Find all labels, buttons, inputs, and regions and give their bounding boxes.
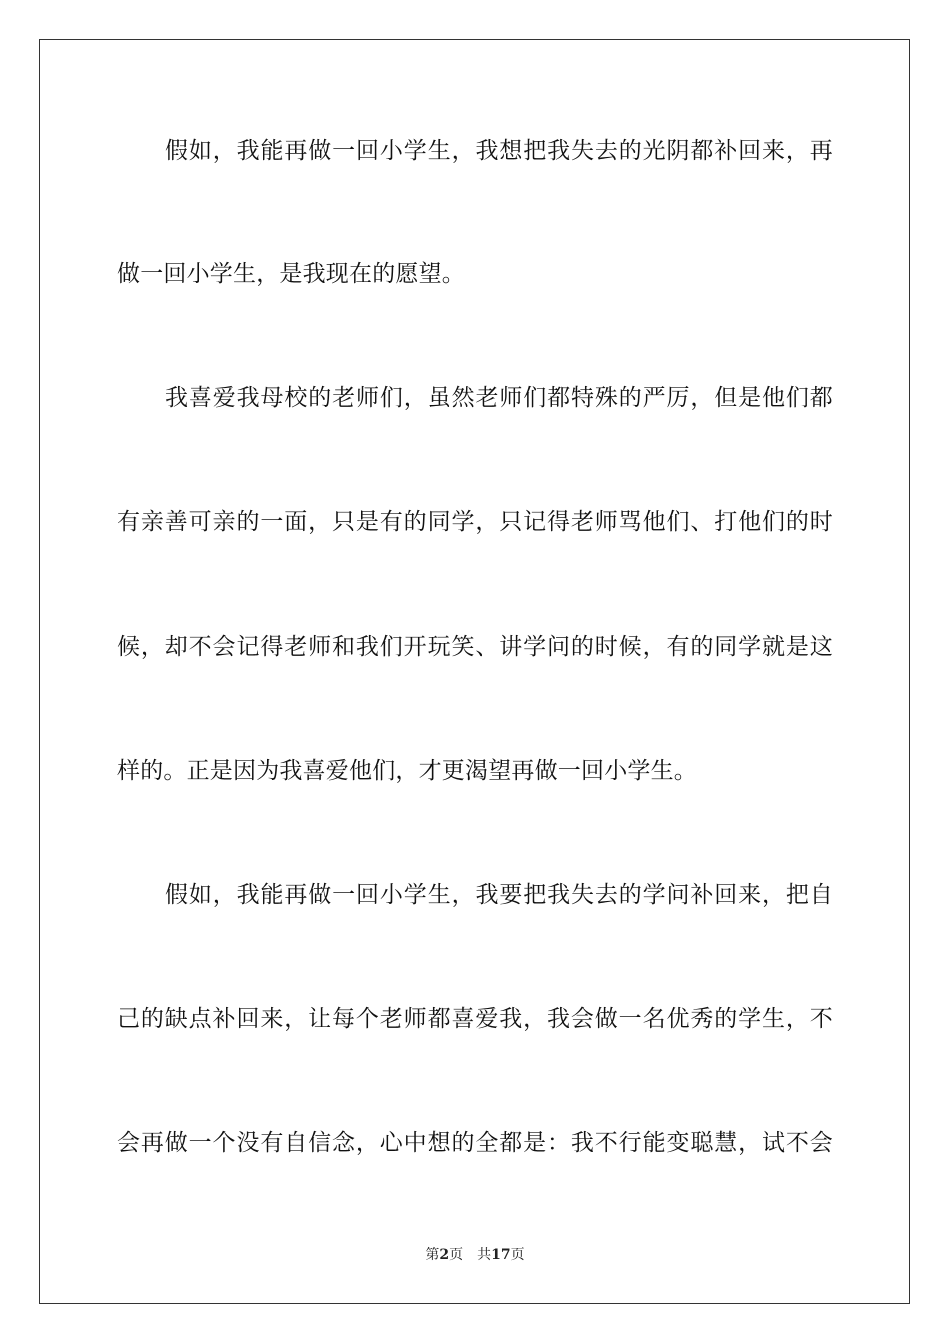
- total-pages-number: 17: [491, 1247, 511, 1263]
- paragraph-1-line-1: 假如，我能再做一回小学生，我想把我失去的光阴都补回来，再: [165, 138, 833, 164]
- paragraph-3-line-3: 会再做一个没有自信念，心中想的全都是：我不行能变聪慧，试不会: [117, 1130, 833, 1156]
- paragraph-1-line-2: 做一回小学生，是我现在的愿望。: [117, 261, 465, 287]
- paragraph-2-line-3: 候，却不会记得老师和我们开玩笑、讲学问的时候，有的同学就是这: [117, 634, 833, 660]
- paragraph-3-line-1: 假如，我能再做一回小学生，我要把我失去的学问补回来，把自: [165, 882, 833, 908]
- total-suffix: 页: [510, 1247, 525, 1263]
- page-suffix: 页: [449, 1247, 464, 1263]
- paragraph-2-line-4: 样的。正是因为我喜爱他们，才更渴望再做一回小学生。: [117, 758, 697, 784]
- current-page-number: 2: [439, 1247, 450, 1263]
- page-prefix: 第: [425, 1247, 440, 1263]
- paragraph-3-line-2: 己的缺点补回来，让每个老师都喜爱我，我会做一名优秀的学生，不: [117, 1006, 833, 1032]
- page-frame: [39, 39, 910, 1304]
- paragraph-2-line-1: 我喜爱我母校的老师们，虽然老师们都特殊的严厉，但是他们都: [165, 385, 833, 411]
- paragraph-2-line-2: 有亲善可亲的一面，只是有的同学，只记得老师骂他们、打他们的时: [117, 509, 833, 535]
- page-footer: [0, 1246, 950, 1264]
- total-prefix: 共: [477, 1247, 492, 1263]
